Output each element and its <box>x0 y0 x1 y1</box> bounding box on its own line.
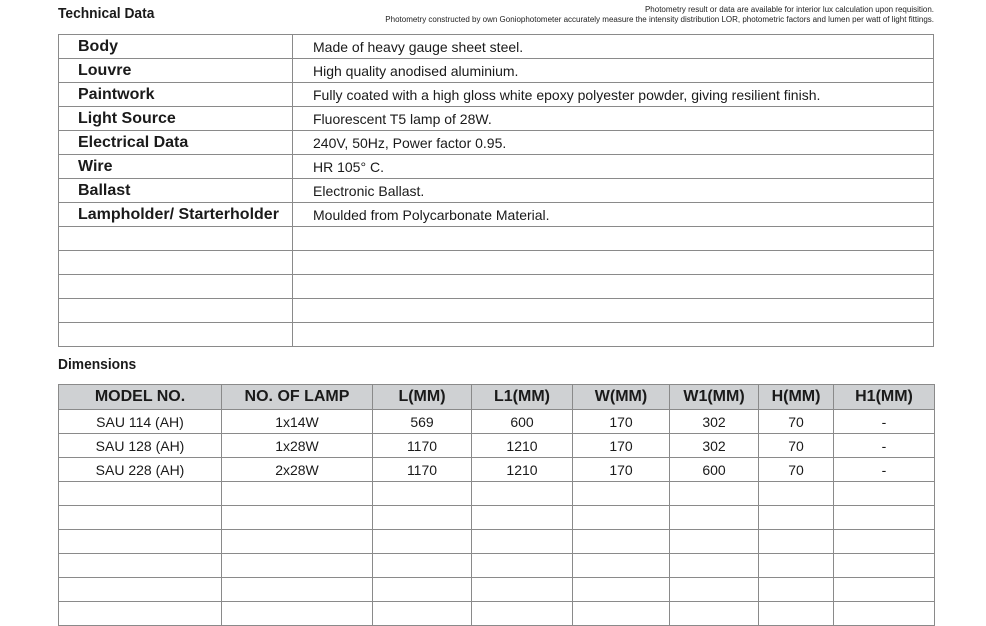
table-cell <box>472 602 573 626</box>
table-cell: 569 <box>373 410 472 434</box>
table-cell <box>834 554 935 578</box>
table-cell <box>373 578 472 602</box>
table-cell <box>222 554 373 578</box>
table-cell <box>59 482 222 506</box>
column-header: W(MM) <box>573 385 670 410</box>
spec-value: HR 105° C. <box>293 155 934 179</box>
table-cell <box>670 482 759 506</box>
table-cell: SAU 228 (AH) <box>59 458 222 482</box>
spec-row <box>59 83 934 107</box>
table-cell <box>222 482 373 506</box>
table-cell: 600 <box>670 458 759 482</box>
table-cell <box>472 482 573 506</box>
table-row <box>59 458 935 482</box>
column-header: H(MM) <box>759 385 834 410</box>
table-row <box>59 602 935 626</box>
spec-value <box>293 227 934 251</box>
table-cell <box>573 602 670 626</box>
table-cell: SAU 114 (AH) <box>59 410 222 434</box>
table-cell <box>573 578 670 602</box>
photometry-note: Photometry result or data are available for interior lux calculation upon requisition. <box>644 5 934 14</box>
column-header: L1(MM) <box>472 385 573 410</box>
table-cell <box>222 530 373 554</box>
spec-row <box>59 251 934 275</box>
table-cell <box>759 506 834 530</box>
table-cell: 1170 <box>373 434 472 458</box>
photometry-note: Photometry constructed by own Goniophotometer accurately measure the intensity distribution LOR, photometric factors and lumen per watt of light fittings. <box>385 14 934 24</box>
table-cell: - <box>834 458 935 482</box>
table-cell: - <box>834 434 935 458</box>
photometry-notes <box>385 5 934 24</box>
table-cell <box>759 578 834 602</box>
spec-row <box>59 275 934 299</box>
table-cell: 600 <box>472 410 573 434</box>
table-cell <box>472 578 573 602</box>
table-cell <box>373 602 472 626</box>
spec-label <box>59 251 293 275</box>
spec-row <box>59 59 934 83</box>
spec-label: Wire <box>59 155 293 179</box>
table-cell <box>573 506 670 530</box>
spec-label: Light Source <box>59 107 293 131</box>
table-cell <box>373 554 472 578</box>
table-cell: 70 <box>759 434 834 458</box>
table-cell <box>222 578 373 602</box>
spec-label: Electrical Data <box>59 131 293 155</box>
table-cell: 302 <box>670 410 759 434</box>
spec-value: Fully coated with a high gloss white epoxy polyester powder, giving resilient finish. <box>293 83 934 107</box>
column-header: L(MM) <box>373 385 472 410</box>
table-cell: SAU 128 (AH) <box>59 434 222 458</box>
column-header: H1(MM) <box>834 385 935 410</box>
spec-value: Made of heavy gauge sheet steel. <box>293 35 934 59</box>
table-cell <box>670 578 759 602</box>
table-cell <box>472 506 573 530</box>
table-cell <box>222 602 373 626</box>
spec-row <box>59 323 934 347</box>
table-cell: 302 <box>670 434 759 458</box>
column-header: W1(MM) <box>670 385 759 410</box>
table-cell: 1210 <box>472 434 573 458</box>
table-cell: 1x14W <box>222 410 373 434</box>
technical-data-title: Technical Data <box>58 5 155 22</box>
table-cell <box>759 554 834 578</box>
table-row <box>59 530 935 554</box>
spec-row <box>59 179 934 203</box>
spec-label: Paintwork <box>59 83 293 107</box>
spec-label: Body <box>59 35 293 59</box>
table-cell <box>59 578 222 602</box>
table-cell: 70 <box>759 410 834 434</box>
table-cell <box>472 554 573 578</box>
dimensions-title: Dimensions <box>58 356 137 373</box>
table-cell: - <box>834 410 935 434</box>
spec-value: Electronic Ballast. <box>293 179 934 203</box>
spec-row <box>59 227 934 251</box>
table-cell <box>573 482 670 506</box>
table-cell: 2x28W <box>222 458 373 482</box>
spec-row <box>59 35 934 59</box>
table-cell <box>670 602 759 626</box>
spec-value: Fluorescent T5 lamp of 28W. <box>293 107 934 131</box>
dimensions-header-row <box>59 385 935 410</box>
spec-value: 240V, 50Hz, Power factor 0.95. <box>293 131 934 155</box>
spec-row <box>59 131 934 155</box>
table-cell: 1170 <box>373 458 472 482</box>
column-header: NO. OF LAMP <box>222 385 373 410</box>
table-cell <box>759 482 834 506</box>
table-cell <box>670 554 759 578</box>
table-cell <box>59 506 222 530</box>
table-cell <box>573 530 670 554</box>
table-cell: 70 <box>759 458 834 482</box>
spec-label: Ballast <box>59 179 293 203</box>
table-cell <box>759 530 834 554</box>
table-cell: 1210 <box>472 458 573 482</box>
dimensions-table <box>58 384 935 626</box>
table-cell <box>59 554 222 578</box>
table-cell <box>834 506 935 530</box>
table-cell <box>373 530 472 554</box>
table-row <box>59 410 935 434</box>
table-cell <box>759 602 834 626</box>
spec-label <box>59 227 293 251</box>
table-cell <box>573 554 670 578</box>
spec-label <box>59 299 293 323</box>
table-cell <box>670 530 759 554</box>
spec-label <box>59 275 293 299</box>
table-cell <box>834 602 935 626</box>
spec-value <box>293 323 934 347</box>
spec-label: Lampholder/ Starterholder <box>59 203 293 227</box>
table-cell <box>670 506 759 530</box>
table-row <box>59 554 935 578</box>
table-cell <box>59 530 222 554</box>
spec-label <box>59 323 293 347</box>
spec-row <box>59 299 934 323</box>
table-row <box>59 434 935 458</box>
table-row <box>59 506 935 530</box>
spec-value <box>293 251 934 275</box>
table-cell <box>472 530 573 554</box>
table-cell: 170 <box>573 410 670 434</box>
spec-row <box>59 155 934 179</box>
spec-value: Moulded from Polycarbonate Material. <box>293 203 934 227</box>
table-cell <box>373 482 472 506</box>
spec-row <box>59 203 934 227</box>
spec-label: Louvre <box>59 59 293 83</box>
table-cell <box>834 482 935 506</box>
technical-data-table <box>58 34 934 347</box>
table-cell <box>59 602 222 626</box>
table-cell <box>834 530 935 554</box>
spec-value <box>293 275 934 299</box>
spec-row <box>59 107 934 131</box>
table-cell <box>834 578 935 602</box>
table-cell: 170 <box>573 434 670 458</box>
table-row <box>59 578 935 602</box>
spec-value <box>293 299 934 323</box>
table-cell: 1x28W <box>222 434 373 458</box>
table-cell <box>373 506 472 530</box>
column-header: MODEL NO. <box>59 385 222 410</box>
table-cell <box>222 506 373 530</box>
table-row <box>59 482 935 506</box>
spec-value: High quality anodised aluminium. <box>293 59 934 83</box>
table-cell: 170 <box>573 458 670 482</box>
